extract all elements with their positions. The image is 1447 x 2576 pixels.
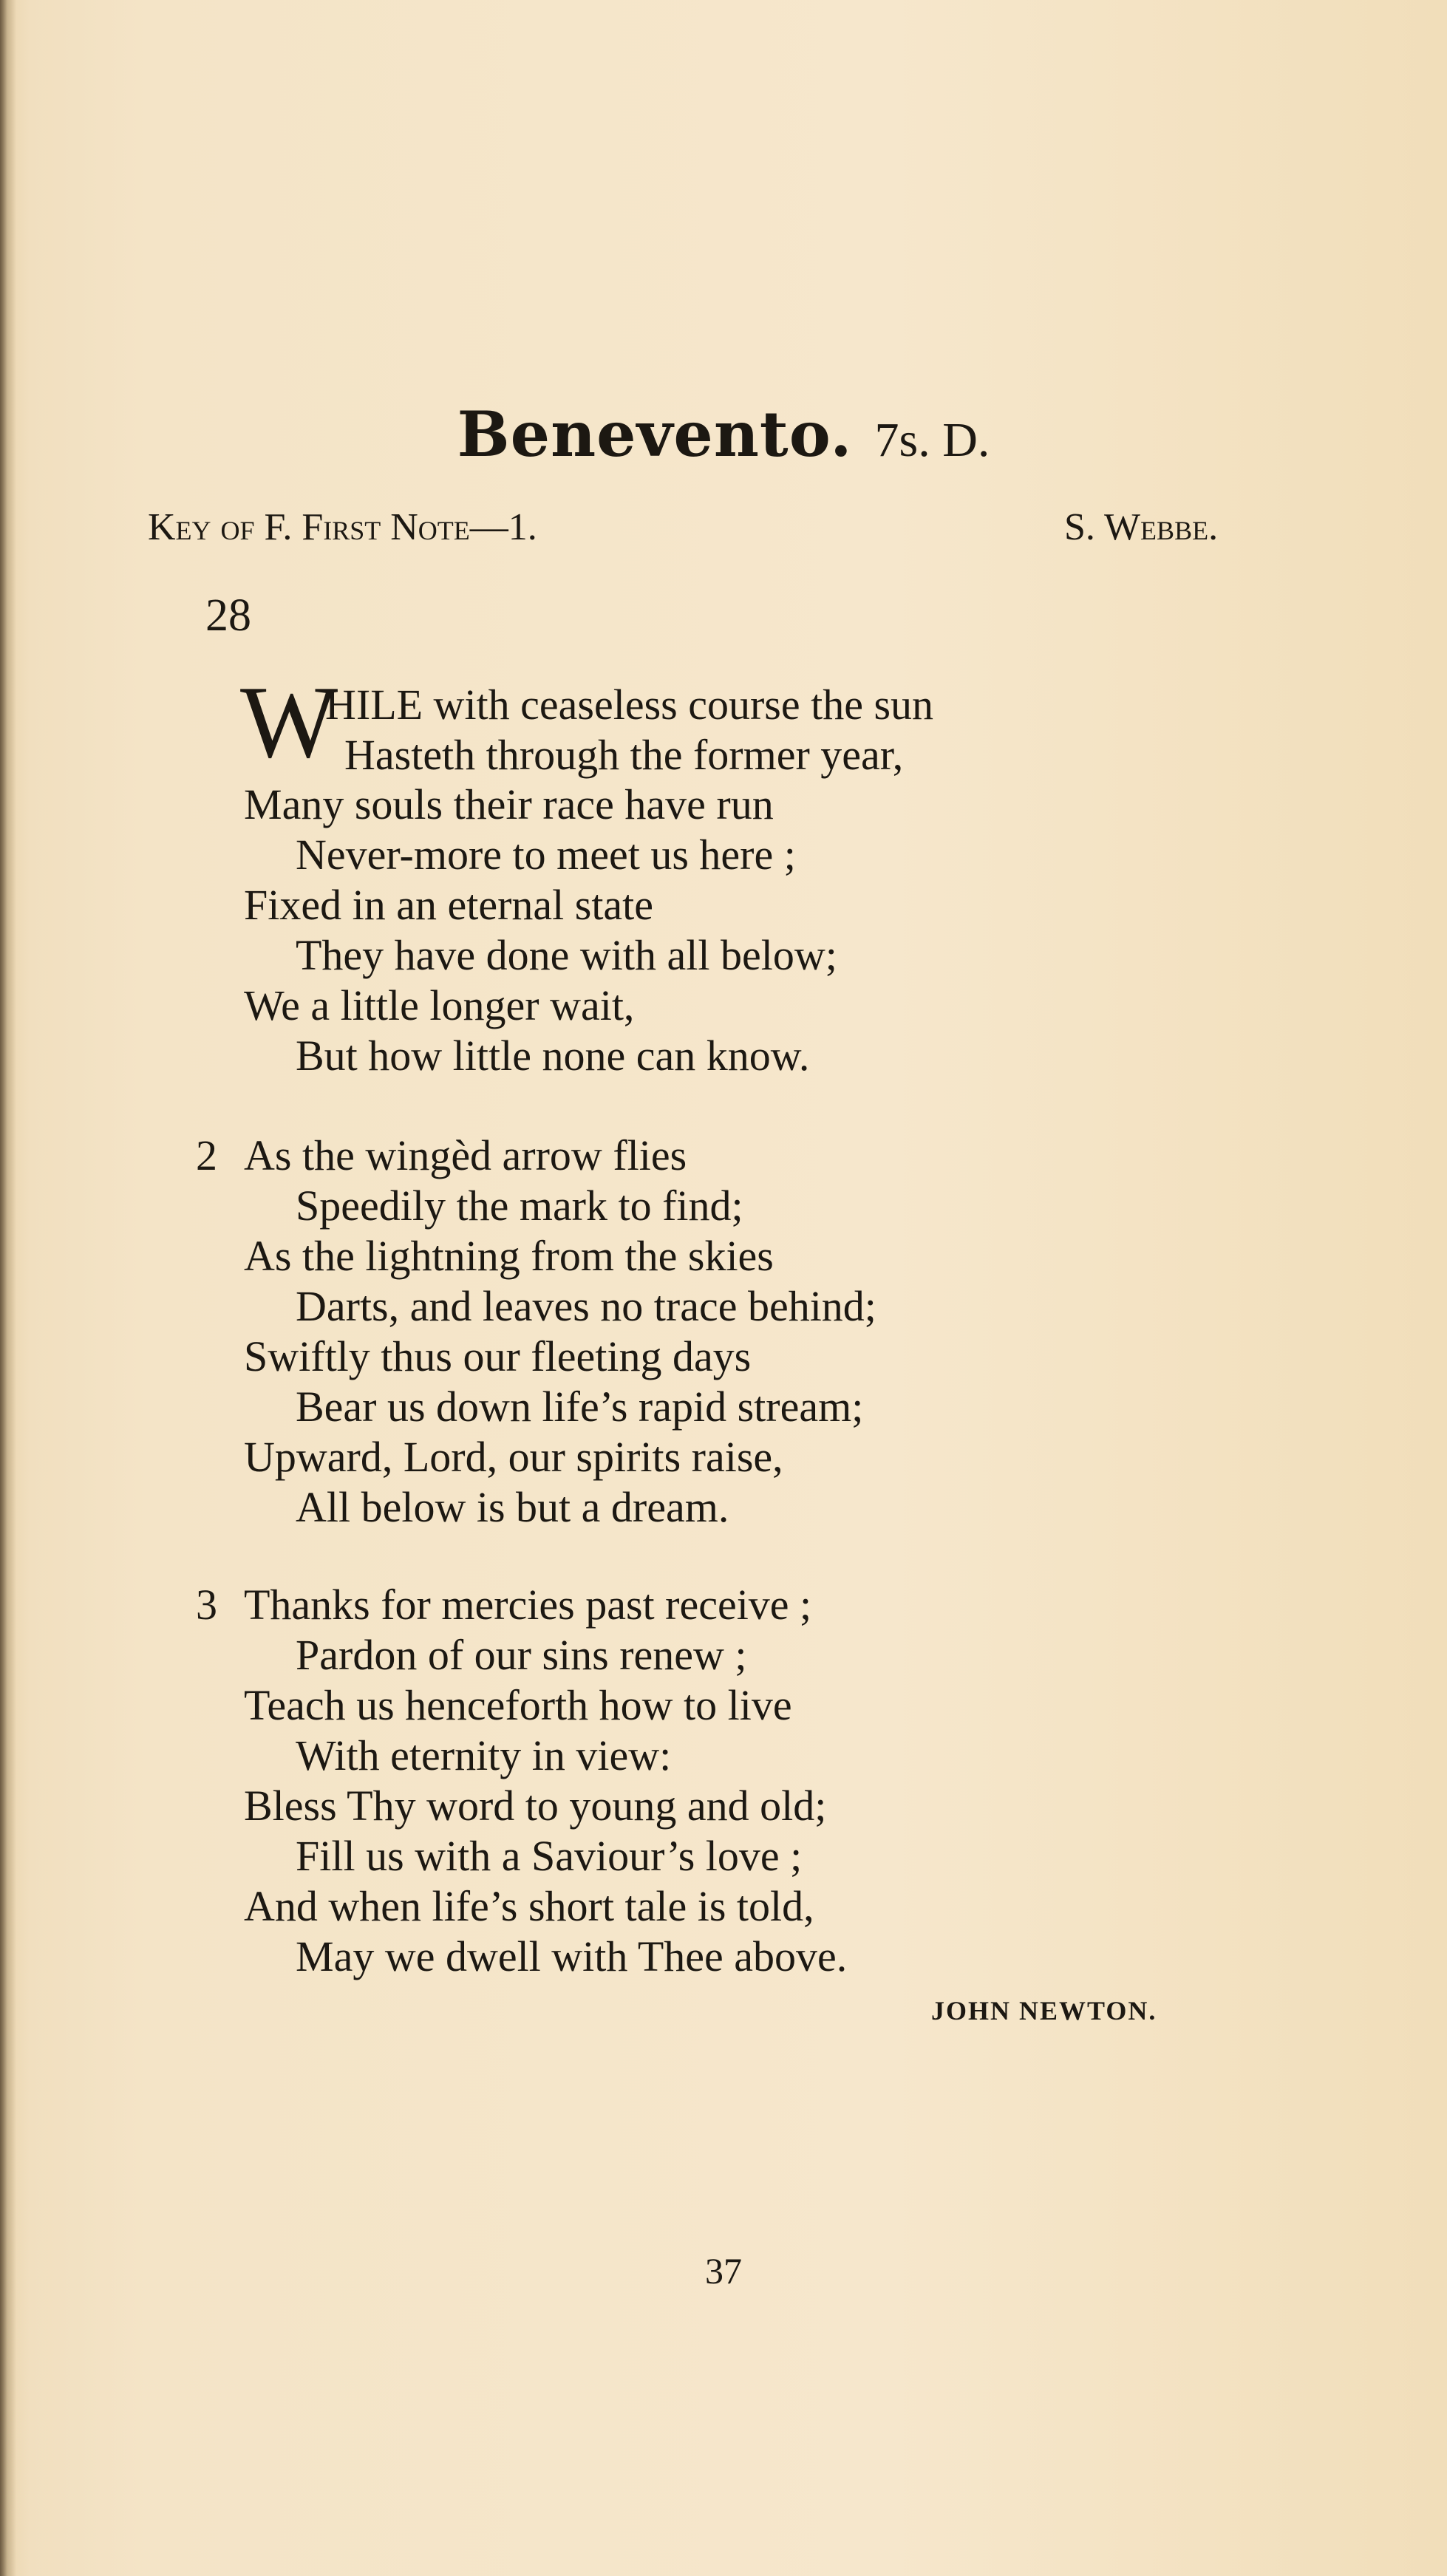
page-binding-edge bbox=[0, 0, 16, 2576]
verse-2-line-5: Swiftly thus our fleeting days bbox=[244, 1332, 752, 1380]
verse-1-line-6: They have done with all below; bbox=[296, 931, 837, 979]
verse-1-line-8: But how little none can know. bbox=[296, 1032, 810, 1080]
verse-2-line-1: As the wingèd arrow flies bbox=[244, 1131, 687, 1179]
verse-2-line-7: Upward, Lord, our spirits raise, bbox=[244, 1433, 783, 1481]
tune-name: Benevento. bbox=[457, 398, 853, 471]
verse-2-line-4: Darts, and leaves no trace behind; bbox=[296, 1282, 876, 1330]
verse-2-line-3: As the lightning from the skies bbox=[244, 1232, 774, 1280]
verse-3-line-3: Teach us henceforth how to live bbox=[244, 1681, 792, 1729]
verse-3-line-6: Fill us with a Saviour’s love ; bbox=[296, 1832, 803, 1880]
page-number: 37 bbox=[705, 2250, 742, 2292]
hymn-author: JOHN NEWTON. bbox=[931, 1996, 1157, 2025]
verse-3-line-7: And when life’s short tale is told, bbox=[244, 1882, 814, 1930]
drop-cap: W bbox=[240, 665, 338, 780]
verse-1-line-5: Fixed in an eternal state bbox=[244, 881, 654, 929]
verse-2-number: 2 bbox=[196, 1131, 217, 1179]
verse-1-line-3: Many souls their race have run bbox=[244, 780, 774, 828]
verse-2-line-8: All below is but a dream. bbox=[296, 1483, 729, 1531]
verse-1-line-2: Hasteth through the former year, bbox=[344, 731, 904, 779]
composer: S. Webbe. bbox=[1064, 506, 1219, 548]
verse-3-line-5: Bless Thy word to young and old; bbox=[244, 1782, 827, 1830]
verse-1-line-7: We a little longer wait, bbox=[244, 981, 635, 1029]
verse-3-line-4: With eternity in view: bbox=[296, 1731, 672, 1779]
key-info: Key of F. First Note—1. bbox=[148, 506, 537, 548]
verse-1-line-4: Never-more to meet us here ; bbox=[296, 831, 796, 879]
verse-2-line-6: Bear us down life’s rapid stream; bbox=[296, 1383, 864, 1431]
meter: 7s. D. bbox=[874, 413, 990, 467]
verse-3-number: 3 bbox=[196, 1581, 217, 1629]
verse-3-line-2: Pardon of our sins renew ; bbox=[296, 1631, 747, 1679]
verse-2-line-2: Speedily the mark to find; bbox=[296, 1182, 743, 1230]
verse-1-line-1: HILE with ceaseless course the sun bbox=[325, 681, 934, 729]
verse-3-line-1: Thanks for mercies past receive ; bbox=[244, 1581, 812, 1629]
tune-title-row bbox=[0, 398, 1447, 471]
verse-3-line-8: May we dwell with Thee above. bbox=[296, 1932, 848, 1980]
hymn-number: 28 bbox=[205, 590, 251, 641]
